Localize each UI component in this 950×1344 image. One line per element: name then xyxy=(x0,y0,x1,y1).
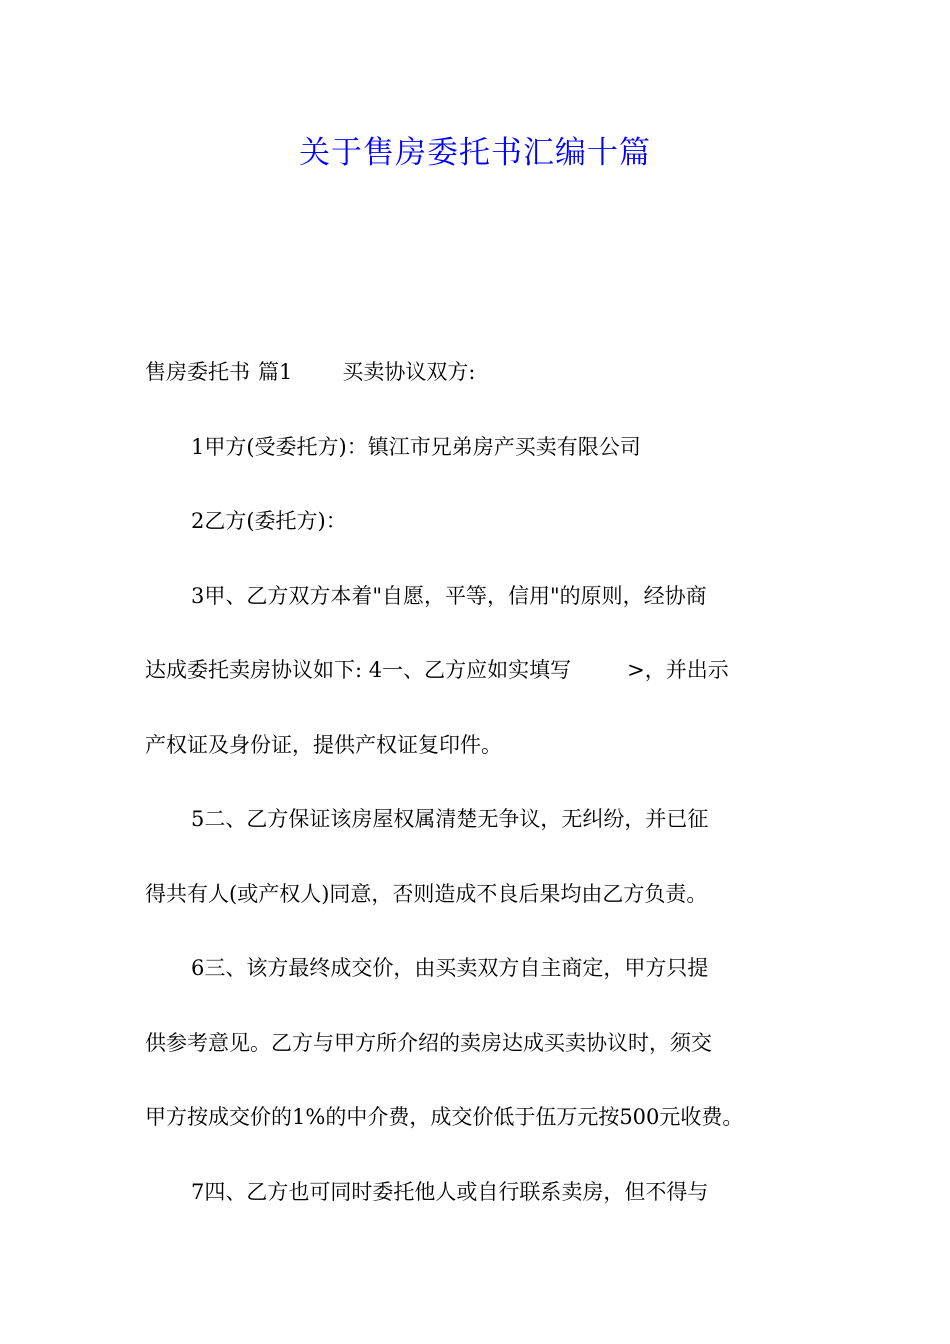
document-title: 关于售房委托书汇编十篇 xyxy=(299,135,651,171)
paragraph-line: >，并出示 xyxy=(627,658,729,682)
paragraph-line: 5二、乙方保证该房屋权属清楚无争议，无纠纷，并已征 xyxy=(191,807,709,831)
paragraph-line: 甲方按成交价的1%的中介费，成交价低于伍万元按500元收费。 xyxy=(145,1105,744,1129)
paragraph-line: 供参考意见。乙方与甲方所介绍的卖房达成买卖协议时，须交 xyxy=(145,1030,712,1055)
section-heading-line xyxy=(145,335,810,410)
section-number: 篇1 xyxy=(258,360,293,384)
document-body xyxy=(145,335,810,1229)
paragraph-line: 得共有人(或产权人)同意，否则造成不良后果均由乙方负责。 xyxy=(145,881,708,906)
paragraph-line: 6三、该方最终成交价，由买卖双方自主商定，甲方只提 xyxy=(191,956,709,980)
paragraph-line: 7四、乙方也可同时委托他人或自行联系卖房，但不得与 xyxy=(191,1179,709,1204)
paragraph-line: 3甲、乙方双方本着"自愿，平等，信用"的原则，经协商 xyxy=(191,583,707,608)
paragraph-line: 买卖协议双方: xyxy=(342,360,476,384)
paragraph-line: 产权证及身份证，提供产权证复印件。 xyxy=(145,732,502,757)
section-heading: 售房委托书 xyxy=(145,360,250,384)
paragraph-line: 1甲方(受委托方)：镇江市兄弟房产买卖有限公司 xyxy=(191,434,641,459)
paragraph-line: 达成委托卖房协议如下: 4一、乙方应如实填写 xyxy=(145,658,572,682)
paragraph-line: 2乙方(委托方)： xyxy=(191,509,347,533)
paragraph-line-split xyxy=(145,633,810,708)
